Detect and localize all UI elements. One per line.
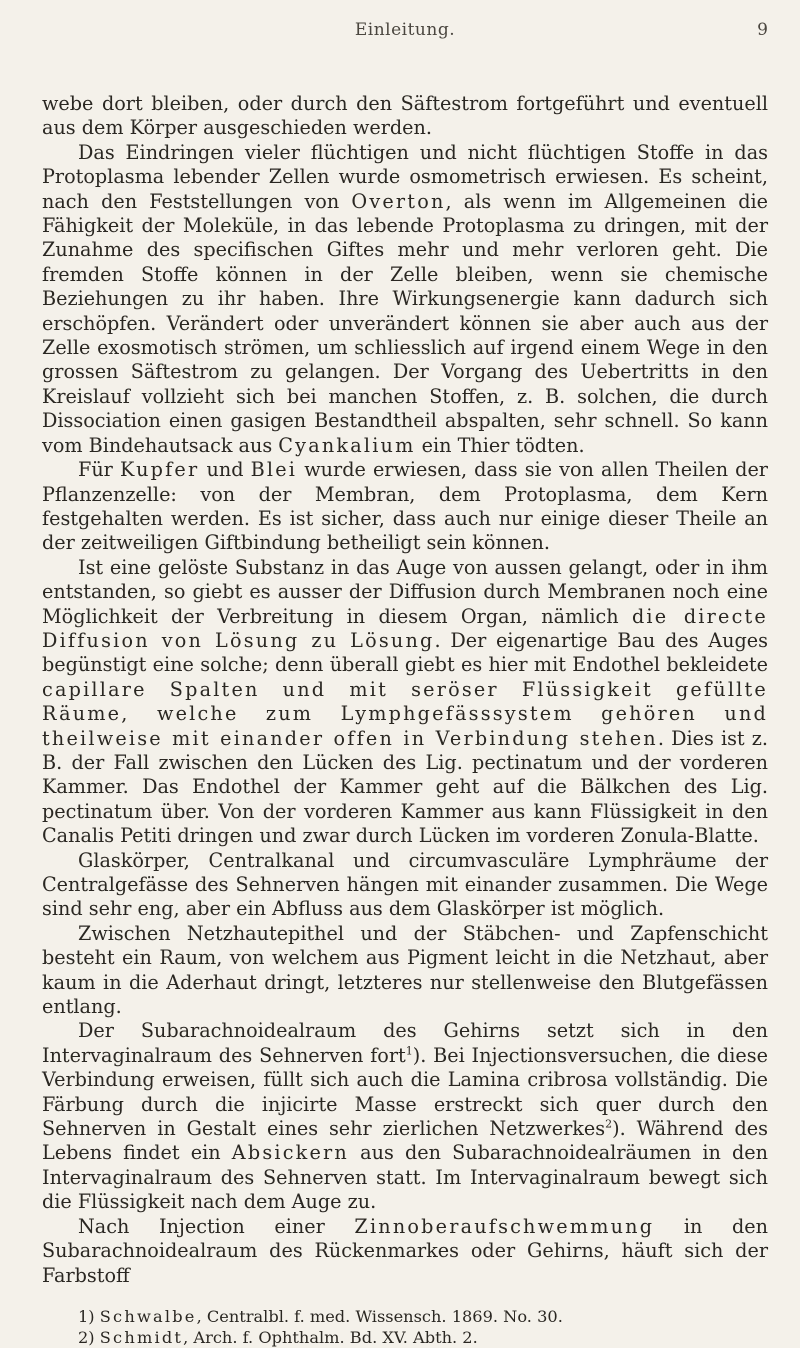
page-number: 9 — [757, 20, 768, 40]
footnote — [78, 1327, 768, 1348]
spaced-emphasis: Absickern — [231, 1141, 349, 1165]
paragraph — [42, 1215, 768, 1288]
text-run: Ist eine gelöste Substanz in das Auge von aussen gelangt, oder in ihm entstanden, so giebt es ausser der Diffusion durch Membranen noch eine Möglichkeit der Verbreitung in diesem Organ, nämlich — [42, 555, 768, 628]
spaced-emphasis: Schmidt — [99, 1327, 184, 1347]
spaced-emphasis: Blei — [250, 458, 298, 482]
text-run: 1) — [78, 1306, 100, 1326]
paragraph — [42, 556, 768, 849]
text-run: Das Eindringen vieler flüchtigen und nicht flüchtigen Stoffe in das Protoplasma lebender Zellen wurde osmometrisch erwiesen. Es scheint, nach den Feststellungen von — [42, 140, 768, 213]
spaced-emphasis: die directe Diffusion von Lösung zu Lösung — [42, 604, 768, 652]
spaced-emphasis: Overton — [351, 189, 446, 213]
text-run: ). Bei Injectionsversuchen, die diese Verbindung erweisen, füllt sich auch die Lamina cribrosa vollständig. Die Färbung durch die injicirte Masse erstreckt sich quer durch den Sehnerven in Gestalt eines sehr zierlichen Netzwerkes — [42, 1043, 768, 1141]
text-run: wurde erwiesen, dass sie von allen Theilen der Pflanzenzelle: von der Membran, dem Protoplasma, dem Kern festgehalten werden. Es ist sicher, dass auch nur einige dieser Theile an der zeitweiligen Giftbindung betheiligt sein können. — [42, 458, 768, 555]
text-run: Nach Injection einer — [78, 1214, 355, 1238]
running-head — [42, 14, 768, 54]
text-run: , als wenn im Allgemeinen die Fähigkeit der Moleküle, in das lebende Protoplasma zu dringen, mit der Zunahme des specifischen Giftes mehr und mehr verloren geht. Die fremden Stoffe können in der Zelle bleiben, wenn sie chemische Beziehungen zu ihr haben. Ihre Wirkungsenergie kann dadurch sich erschöpfen. Verändert oder unverändert können sie aber auch aus der Zelle exosmotisch strömen, um schliesslich auf irgend einem Wege in den grossen Säftestrom zu gelangen. Der Vorgang des Uebertritts in den Kreislauf vollzieht sich bei manchen Stoffen, z. B. solchen, die durch Dissociation einen gasigen Bestandtheil abspalten, sehr schnell. So kann vom Bindehautsack aus — [42, 189, 768, 457]
text-run: . Dies ist z. B. der Fall zwischen den Lücken des Lig. pectinatum und der vorderen Kammer. Das Endothel der Kammer geht auf die Bälkchen des Lig. pectinatum über. Von der vorderen Kammer aus kann Flüssigkeit in den Canalis Petiti dringen und zwar durch Lücken im vorderen Zonula-Blatte. — [42, 726, 768, 848]
text-run: aus den Subarachnoidealräumen in den Intervaginalraum des Sehnerven statt. Im Intervaginalraum bewegt sich die Flüssigkeit nach dem Auge zu. — [42, 1141, 769, 1214]
text-run: und — [199, 458, 251, 482]
paragraph — [42, 458, 768, 556]
body-text — [42, 92, 768, 1288]
paragraph — [42, 1019, 768, 1214]
paragraph — [42, 849, 768, 922]
paragraph — [42, 92, 768, 141]
text-run: ). Während des Lebens findet ein — [42, 1117, 768, 1165]
text-run: Für — [78, 458, 120, 482]
spaced-emphasis: Schwalbe — [99, 1306, 197, 1326]
text-run: Glaskörper, Centralkanal und circumvasculäre Lymphräume der Centralgefässe des Sehnerven hängen mit einander zusammen. Die Wege sind sehr eng, aber ein Abfluss aus dem Glaskörper ist möglich. — [42, 848, 768, 921]
paragraph — [42, 922, 768, 1020]
text-run: 2) — [78, 1327, 100, 1347]
text-run: ein Thier tödten. — [415, 433, 585, 457]
spaced-emphasis: capillare Spalten und mit seröser Flüssigkeit gefüllte Räume, welche zum Lymphgefässsystem gehören und theilweise mit einander offen in Verbindung stehen — [42, 677, 768, 750]
footnote-ref: 2 — [605, 1117, 613, 1131]
text-run: , Arch. f. Ophthalm. Bd. XV. Abth. 2. — [183, 1327, 478, 1347]
text-run: Zwischen Netzhautepithel und der Stäbchen- und Zapfenschicht besteht ein Raum, von welchem aus Pigment leicht in die Netzhaut, aber kaum in die Aderhaut dringt, letzteres nur stellenweise den Blutgefässen entlang. — [42, 921, 768, 1019]
paragraph — [42, 141, 768, 458]
spaced-emphasis: Cyankalium — [278, 433, 416, 457]
footnote-ref: 1 — [405, 1044, 413, 1058]
footnotes — [42, 1306, 768, 1348]
spaced-emphasis: Kupfer — [119, 458, 200, 482]
text-run: , Centralbl. f. med. Wissensch. 1869. No. 30. — [196, 1306, 563, 1326]
text-run: in den Subarachnoidealraum des Rückenmarkes oder Gehirns, häuft sich der Farbstoff — [42, 1214, 768, 1287]
book-page — [42, 14, 769, 1347]
text-run: . Der eigenartige Bau des Auges begünstigt eine solche; denn überall giebt es hier mit Endothel bekleidete — [42, 628, 768, 677]
footnote — [78, 1306, 768, 1327]
text-run: webe dort bleiben, oder durch den Säftestrom fortgeführt und eventuell aus dem Körper ausgeschieden werden. — [42, 92, 768, 140]
text-run: Der Subarachnoidealraum des Gehirns setzt sich in den Intervaginalraum des Sehnerven fort — [42, 1019, 768, 1067]
spaced-emphasis: Zinnoberaufschwemmung — [354, 1214, 655, 1238]
running-title: Einleitung. — [354, 20, 456, 40]
